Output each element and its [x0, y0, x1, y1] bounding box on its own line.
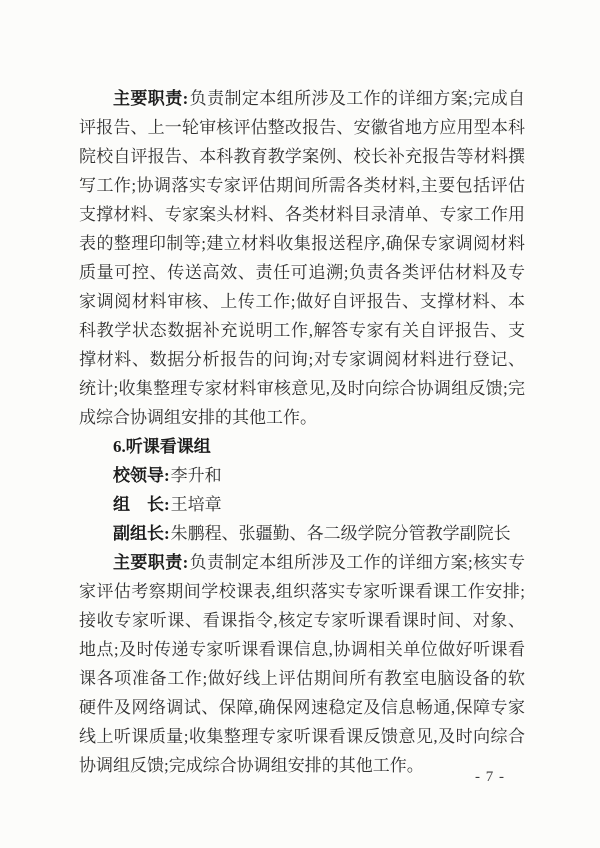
field-deputy-heads [79, 519, 525, 548]
duties-text-class-observation-group: 负责制定本组所涉及工作的详细方案;核实专家评估考察期间学校课表,组织落实专家听课看课工作安排;接收专家听课、看课指令,核定专家听课看课时间、对象、地点;及时传递专家听课看课信息,协调相关单位做好听课看课各项准备工作;做好线上评估期间所有教室电脑设备的软硬件及网络调试、保障,确保网速稳定及信息畅通,保障专家线上听课质量;收集整理专家听课看课反馈意见,及时向综合协调组反馈;完成综合协调组安排的其他工作。 [79, 553, 525, 775]
field-school-leader [79, 461, 525, 490]
duties-paragraph-materials-group [79, 84, 525, 432]
document-body [79, 84, 525, 780]
field-deputy-heads-value: 朱鹏程、张疆勤、各二级学院分管教学副院长 [170, 524, 511, 543]
field-group-head-label: 组 长: [113, 495, 170, 514]
section-heading-class-observation-group: 6.听课看课组 [113, 437, 211, 456]
field-deputy-heads-label: 副组长: [113, 524, 170, 543]
field-group-head [79, 490, 525, 519]
duties-label-materials-group: 主要职责: [113, 89, 189, 108]
duties-text-materials-group: 负责制定本组所涉及工作的详细方案;完成自评报告、上一轮审核评估整改报告、安徽省地方应用型本科院校自评报告、本科教育教学案例、校长补充报告等材料撰写工作;协调落实专家评估期间所需各类材料,主要包括评估支撑材料、专家案头材料、各类材料目录清单、专家工作用表的整理印制等;建立材料收集报送程序,确保专家调阅材料质量可控、传送高效、责任可追溯;负责各类评估材料及专家调阅材料审核、上传工作;做好自评报告、支撑材料、本科教学状态数据补充说明工作,解答专家有关自评报告、支撑材料、数据分析报告的问询;对专家调阅材料进行登记、统计;收集整理专家材料审核意见,及时向综合协调组反馈;完成综合协调组安排的其他工作。 [79, 89, 525, 427]
duties-paragraph-class-observation-group [79, 548, 525, 780]
field-school-leader-value: 李升和 [170, 466, 222, 485]
duties-label-class-observation-group: 主要职责: [113, 553, 189, 572]
field-school-leader-label: 校领导: [113, 466, 170, 485]
field-group-head-value: 王培章 [170, 495, 222, 514]
page-number: - 7 - [475, 769, 505, 785]
